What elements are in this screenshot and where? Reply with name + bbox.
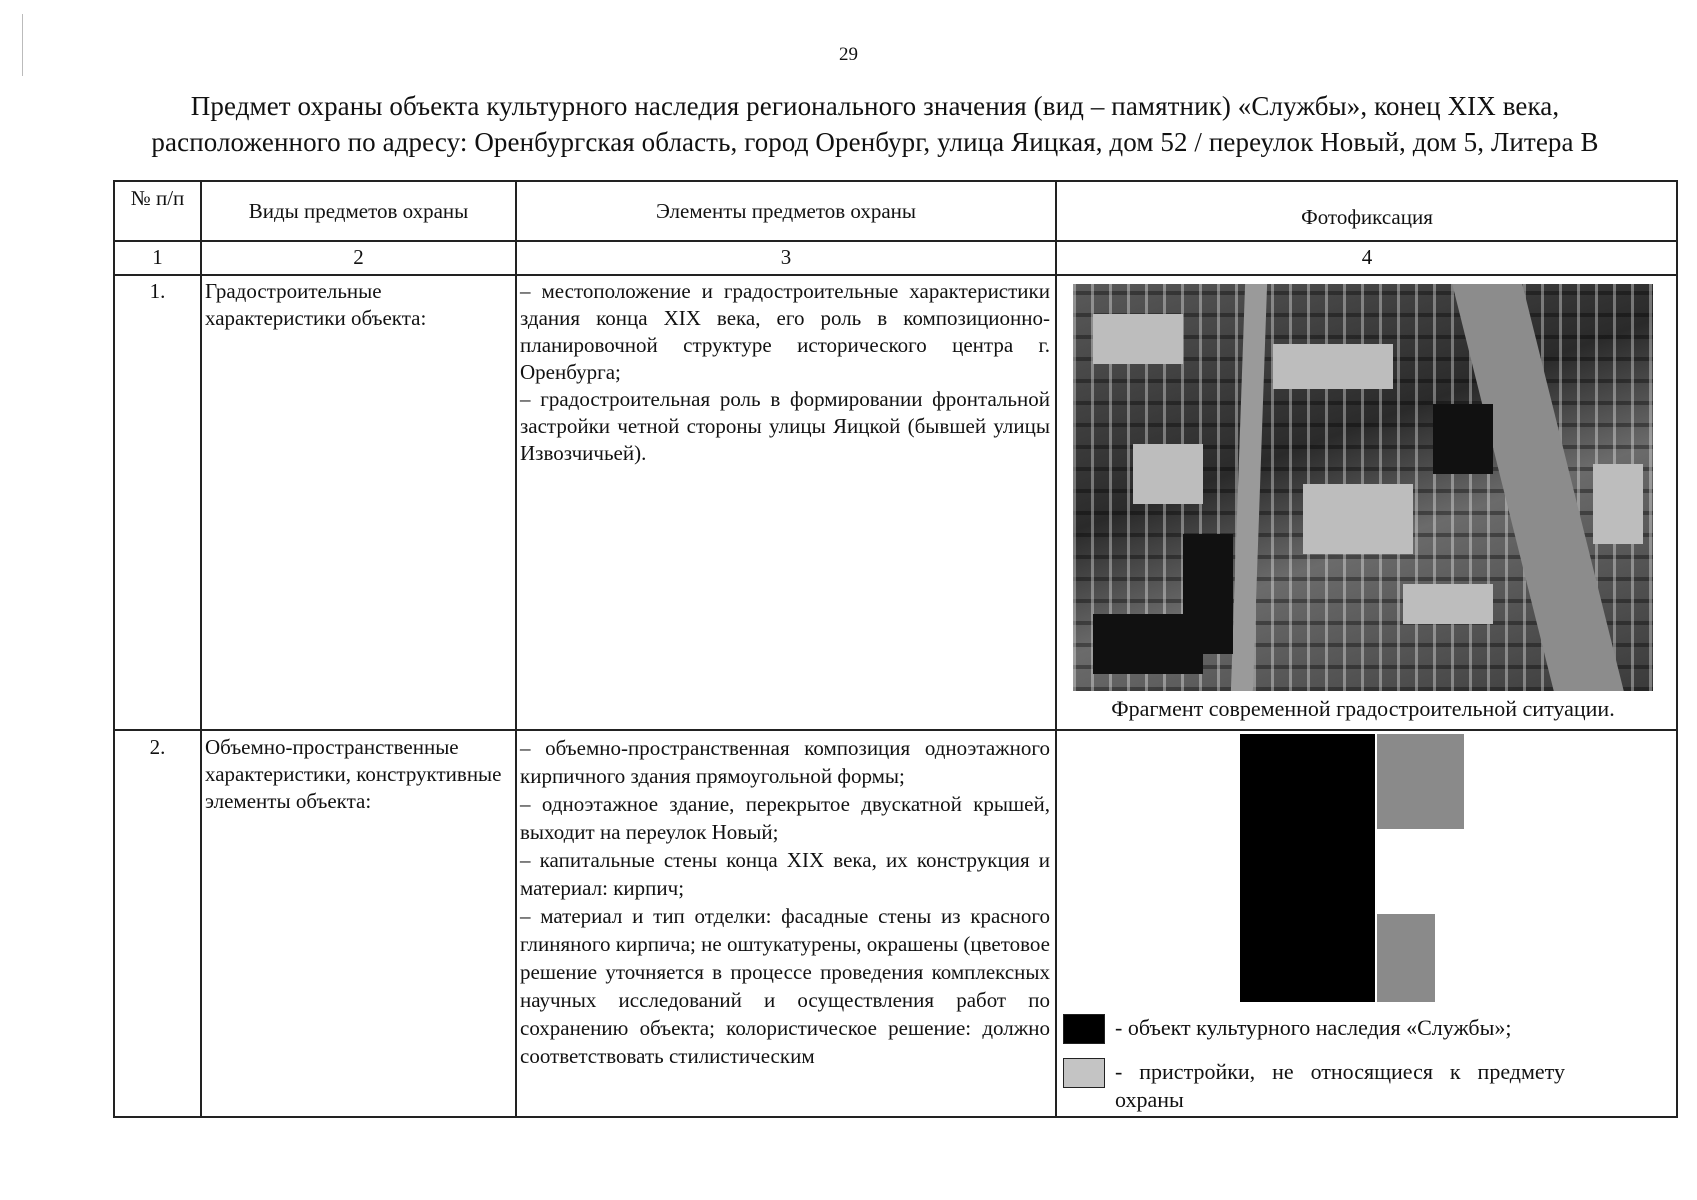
legend-swatch-annex: [1063, 1058, 1105, 1088]
col-number-3: 3: [780, 245, 792, 269]
col-number-4: 4: [1361, 245, 1373, 269]
row-2-elements: [520, 734, 1050, 1070]
row-divider: [115, 240, 1676, 242]
header-types: Виды предметов охраны: [248, 199, 469, 223]
col-divider: [200, 182, 202, 1116]
photo-caption: Фрагмент современной градостроительной ситуации.: [1111, 696, 1615, 721]
row-1-num: 1.: [149, 279, 166, 303]
title-line-2: расположенного по адресу: Оренбургская область, город Оренбург, улица Яицкая, дом 52 / переулок Новый, дом 5, Литера В: [151, 127, 1599, 157]
row-divider: [115, 729, 1676, 731]
row-2-element: – капитальные стены конца XIX века, их конструкция и материал: кирпич;: [520, 848, 1050, 900]
protection-table: [113, 180, 1678, 1118]
row-divider: [115, 274, 1676, 276]
row-2-num: 2.: [149, 735, 166, 759]
annex-block: [1377, 734, 1464, 829]
header-photo: Фотофиксация: [1301, 205, 1433, 229]
row-1-elements: [520, 278, 1050, 467]
row-2-element: – объемно-пространственная композиция одноэтажного кирпичного здания прямоугольной формы;: [520, 736, 1050, 788]
row-1-element: – градостроительная роль в формировании фронтальной застройки четной стороны улицы Яицкой (бывшей улицы Извозчичьей).: [520, 387, 1050, 465]
legend-text-heritage: - объект культурного наследия «Службы»;: [1115, 1015, 1512, 1040]
annex-block: [1377, 914, 1435, 1002]
title-line-1: Предмет охраны объекта культурного наследия регионального значения (вид – памятник) «Службы», конец XIX века,: [190, 91, 1560, 121]
header-num: № п/п: [130, 186, 185, 210]
legend-text-annex: - пристройки, не относящиеся к предмету охраны: [1115, 1059, 1565, 1112]
row-2-element: – материал и тип отделки: фасадные стены из красного глиняного кирпича; не оштукатурены, окрашены (цветовое решение уточняется в процессе проведения комплексных научных исследований и осуществления работ по сохранению объекта; колористическое решение: должно соответствовать стилистическим: [520, 904, 1050, 1068]
col-divider: [515, 182, 517, 1116]
col-number-2: 2: [353, 245, 364, 269]
row-2-element: – одноэтажное здание, перекрытое двускатной крышей, выходит на переулок Новый;: [520, 792, 1050, 844]
aerial-photo: [1073, 284, 1653, 691]
page-number: 29: [839, 44, 858, 65]
row-1-element: – местоположение и градостроительные характеристики здания конца XIX века, его роль в композиционно-планировочной структуре исторического центра г. Оренбурга;: [520, 279, 1050, 384]
building-scheme: [1240, 734, 1470, 1004]
document-title: [100, 88, 1650, 160]
heritage-building-block: [1240, 734, 1375, 1002]
header-elements: Элементы предметов охраны: [655, 199, 917, 223]
col-number-1: 1: [152, 245, 163, 269]
col-divider: [1055, 182, 1057, 1116]
row-1-type: Градостроительные характеристики объекта:: [205, 279, 427, 330]
row-2-type: Объемно-пространственные характеристики, конструктивные элементы объекта:: [205, 735, 502, 813]
legend-swatch-heritage: [1063, 1014, 1105, 1044]
